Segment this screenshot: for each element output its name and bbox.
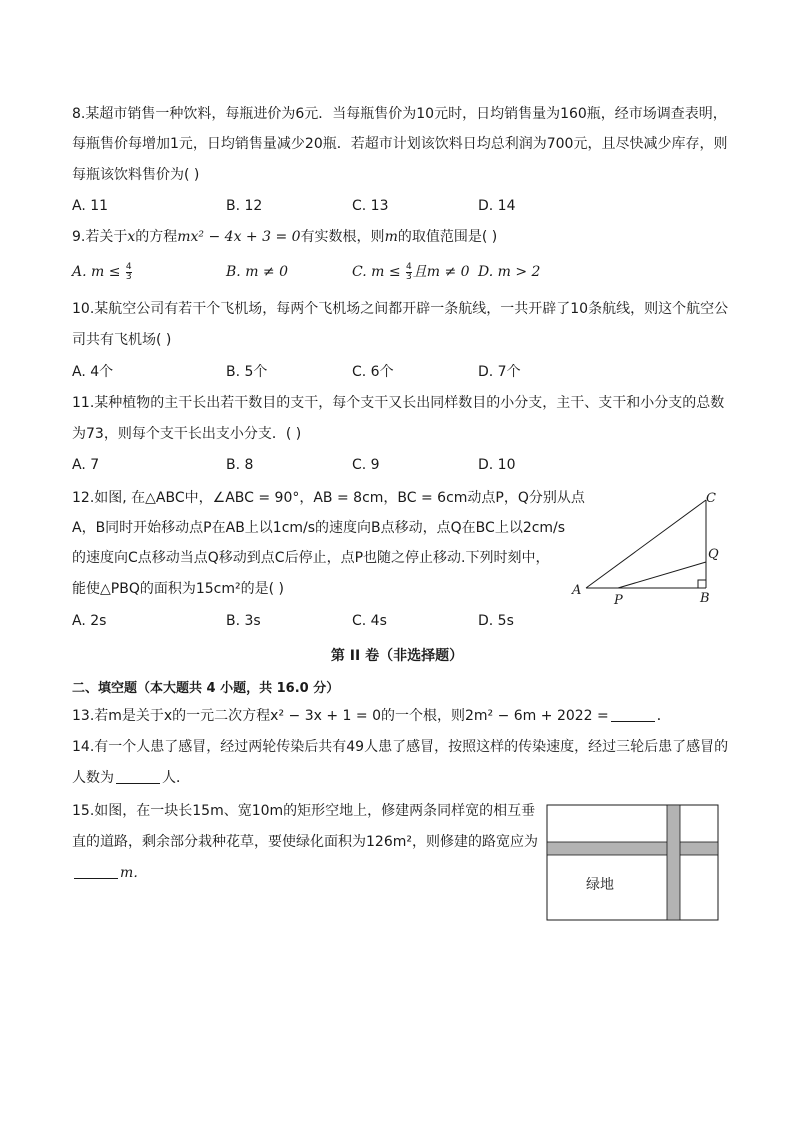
q9-option-c[interactable]: C. m ≤ $\frac{4}{3}$ 且m ≠ 0 — [352, 261, 470, 282]
q14-line-1: 14.有一个人患了感冒，经过两轮传染后共有49人患了感冒，按照这样的传染速度，经过三轮后患了感冒的 — [72, 739, 729, 755]
q8-line-1: 8.某超市销售一种饮料，每瓶进价为6元．当每瓶售价为10元时，日均销售量为160瓶，经市场调查表明， — [72, 106, 727, 122]
q12-option-b[interactable]: B. 3s — [226, 613, 261, 629]
label-c: C — [706, 491, 716, 506]
section-2-title: 第 II 卷（非选择题） — [330, 648, 464, 664]
road-horizontal — [547, 842, 718, 855]
q9-option-d[interactable]: D. m > 2 — [478, 264, 541, 280]
q15-line-3: m． — [72, 863, 147, 883]
q11-option-c[interactable]: C. 9 — [352, 457, 380, 473]
q10-option-a[interactable]: A. 4个 — [72, 364, 114, 380]
q15-answer-blank[interactable] — [74, 864, 118, 879]
q8-line-2: 每瓶售价每增加1元，日均销售量减少20瓶．若超市计划该饮料日均总利润为700元，且尽快减少库存，则 — [72, 136, 728, 152]
segment-pq — [618, 562, 706, 588]
q13-stem: 13.若m是关于x的一元二次方程x² − 3x + 1 = 0的一个根，则2m² − 6m + 2022 = ． — [72, 708, 671, 724]
road-vertical — [667, 805, 680, 920]
q15-road-figure — [546, 804, 720, 922]
q12-triangle-figure — [566, 488, 726, 608]
q10-option-c[interactable]: C. 6个 — [352, 364, 394, 380]
q15-line-2: 直的道路，剩余部分栽种花草，要使绿化面积为126m²，则修建的路宽应为 — [72, 834, 538, 850]
q11-option-b[interactable]: B. 8 — [226, 457, 254, 473]
q8-option-a[interactable]: A. 11 — [72, 198, 109, 214]
q8-option-b[interactable]: B. 12 — [226, 198, 263, 214]
q14-answer-blank[interactable] — [116, 769, 160, 784]
q12-option-c[interactable]: C. 4s — [352, 613, 387, 629]
q12-option-a[interactable]: A. 2s — [72, 613, 107, 629]
q13-answer-blank[interactable] — [611, 707, 655, 722]
q11-line-1: 11.某种植物的主干长出若干数目的支干，每个支干又长出同样数目的小分支，主干、支干和小分支的总数 — [72, 395, 725, 411]
q12-line-2: A，B同时开始移动点P在AB上以1cm/s的速度向B点移动，点Q在BC上以2cm/s — [72, 520, 566, 536]
q15-line-1: 15.如图，在一块长15m、宽10m的矩形空地上，修建两条同样宽的相互垂 — [72, 803, 536, 819]
q8-option-c[interactable]: C. 13 — [352, 198, 389, 214]
q11-line-2: 为73，则每个支干长出支小分支．( ) — [72, 426, 302, 442]
label-a: A — [572, 583, 582, 598]
right-angle-mark — [698, 580, 706, 588]
triangle-side-ac — [586, 500, 706, 588]
field-rect — [547, 805, 718, 920]
q8-line-3: 每瓶该饮料售价为( ) — [72, 167, 200, 183]
q8-option-d[interactable]: D. 14 — [478, 198, 516, 214]
q12-line-1: 12.如图, 在△ABC中，∠ABC = 90°，AB = 8cm，BC = 6cm动点P，Q分别从点 — [72, 490, 585, 506]
green-area-label: 绿地 — [586, 877, 614, 893]
q10-option-d[interactable]: D. 7个 — [478, 364, 521, 380]
q9-option-b[interactable]: B. m ≠ 0 — [226, 264, 289, 280]
q14-line-2: 人数为 人． — [72, 770, 190, 786]
label-b: B — [700, 591, 710, 606]
q9-option-a[interactable]: A. m ≤ $\frac{4}{3}$ — [72, 261, 132, 282]
label-q: Q — [708, 547, 719, 562]
q10-line-1: 10.某航空公司有若干个飞机场，每两个飞机场之间都开辟一条航线，一共开辟了10条航线，则这个航空公 — [72, 301, 729, 317]
q12-line-4: 能使△PBQ的面积为15cm²的是( ) — [72, 581, 284, 597]
q12-option-d[interactable]: D. 5s — [478, 613, 514, 629]
part-2-title: 二、填空题（本大题共 4 小题，共 16.0 分） — [72, 681, 340, 696]
q11-option-a[interactable]: A. 7 — [72, 457, 100, 473]
q9-stem: 9.若关于x的方程mx² − 4x + 3 = 0有实数根，则m的取值范围是( ) — [72, 229, 498, 245]
label-p: P — [614, 593, 623, 608]
q11-option-d[interactable]: D. 10 — [478, 457, 516, 473]
q12-line-3: 的速度向C点移动当点Q移动到点C后停止，点P也随之停止移动.下列时刻中， — [72, 550, 550, 566]
q10-line-2: 司共有飞机场( ) — [72, 332, 172, 348]
q10-option-b[interactable]: B. 5个 — [226, 364, 268, 380]
